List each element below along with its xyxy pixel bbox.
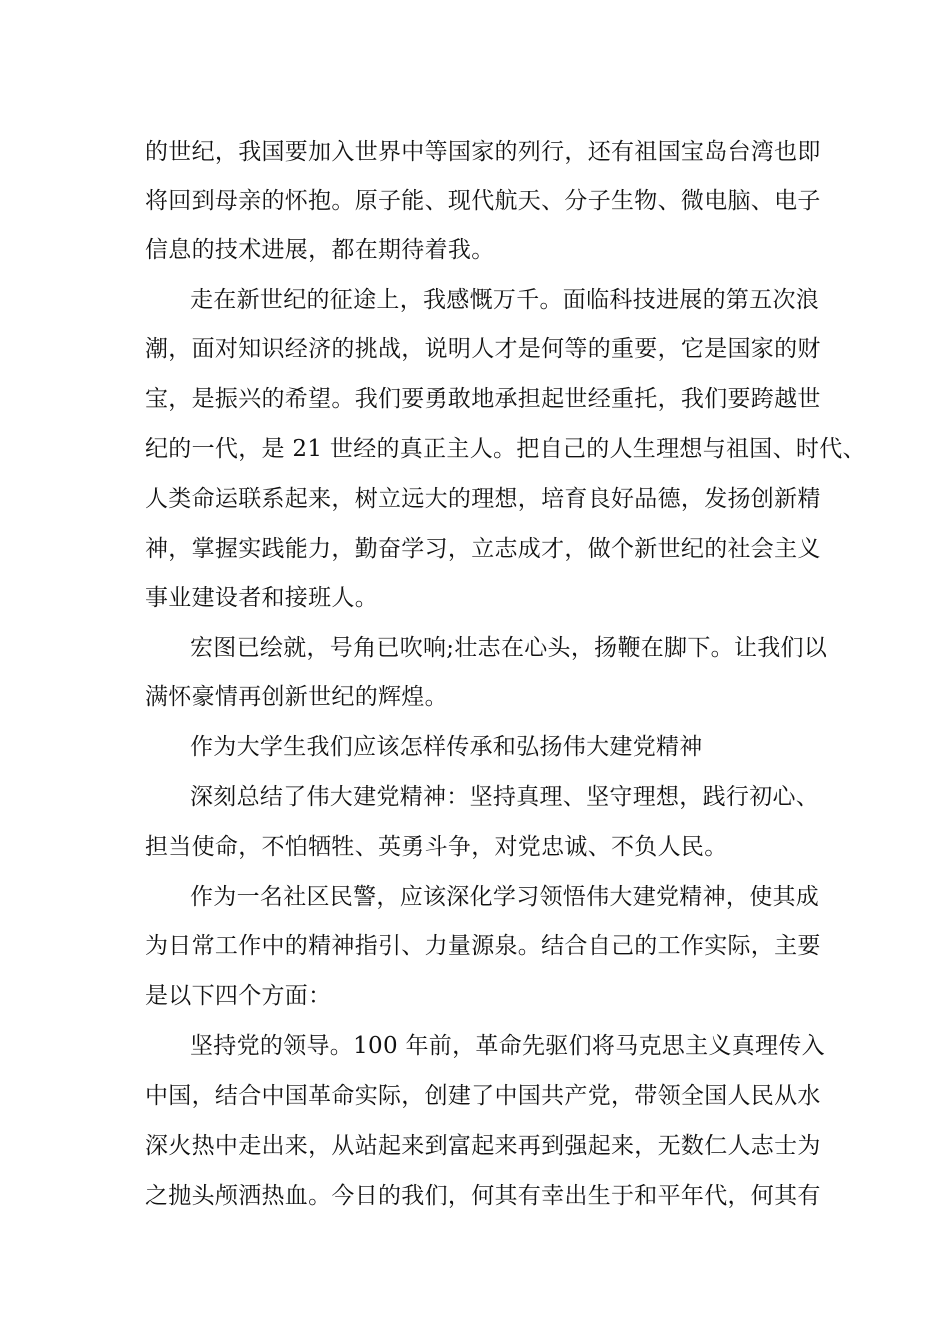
paragraph-first-line: 坚持党的领导。100 年前，革命先驱们将马克思主义真理传入	[190, 1033, 825, 1059]
text-line: 潮，面对知识经济的挑战，说明人才是何等的重要，它是国家的财	[145, 336, 821, 362]
text-line: 为日常工作中的精神指引、力量源泉。结合自己的工作实际，主要	[145, 933, 821, 959]
text-line: 将回到母亲的怀抱。原子能、现代航天、分子生物、微电脑、电子	[145, 188, 821, 214]
paragraph-first-line: 作为一名社区民警，应该深化学习领悟伟大建党精神，使其成	[190, 884, 820, 910]
text-line: 深火热中走出来，从站起来到富起来再到强起来，无数仁人志士为	[145, 1133, 821, 1159]
text-line: 宝，是振兴的希望。我们要勇敢地承担起世经重托，我们要跨越世	[145, 386, 821, 412]
text-line: 人类命运联系起来，树立远大的理想，培育良好品德，发扬创新精	[145, 486, 821, 512]
paragraph-first-line: 走在新世纪的征途上，我感慨万千。面临科技进展的第五次浪	[190, 287, 820, 313]
text-line: 中国，结合中国革命实际，创建了中国共产党，带领全国人民从水	[145, 1083, 821, 1109]
section-heading: 作为大学生我们应该怎样传承和弘扬伟大建党精神	[190, 734, 703, 760]
text-line: 担当使命，不怕牺牲、英勇斗争，对党忠诚、不负人民。	[145, 834, 728, 860]
text-line: 事业建设者和接班人。	[145, 585, 378, 611]
text-line: 纪的一代，是 21 世经的真正主人。把自己的人生理想与祖国、时代、	[145, 436, 866, 462]
paragraph-first-line: 深刻总结了伟大建党精神：坚持真理、坚守理想，践行初心、	[190, 784, 820, 810]
text-line: 满怀豪情再创新世纪的辉煌。	[145, 684, 448, 710]
text-line: 神，掌握实践能力，勤奋学习，立志成才，做个新世纪的社会主义	[145, 536, 821, 562]
text-line: 的世纪，我国要加入世界中等国家的列行，还有祖国宝岛台湾也即	[145, 139, 821, 165]
text-line: 信息的技术进展，都在期待着我。	[145, 237, 495, 263]
paragraph-first-line: 宏图已绘就，号角已吹响;壮志在心头，扬鞭在脚下。让我们以	[190, 635, 828, 661]
text-line: 之抛头颅洒热血。今日的我们，何其有幸出生于和平年代，何其有	[145, 1183, 821, 1209]
text-line: 是以下四个方面：	[145, 983, 332, 1009]
